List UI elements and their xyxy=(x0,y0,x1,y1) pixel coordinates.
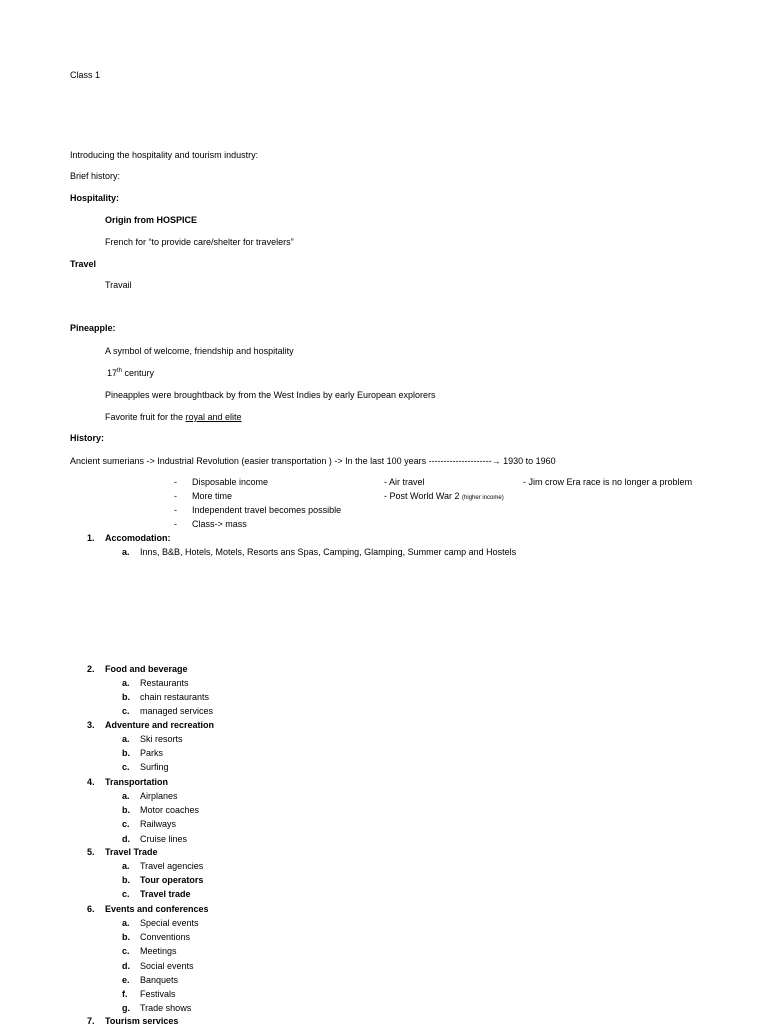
bullet-dash: - xyxy=(174,491,177,501)
sub-item: Travel agencies xyxy=(140,861,204,871)
col3-jim-crow: - Jim crow Era race is no longer a problem xyxy=(523,477,693,487)
sub-item-letter: a. xyxy=(122,791,130,801)
sub-item-letter: g. xyxy=(122,1003,130,1013)
section-number: 6. xyxy=(87,904,95,914)
sub-item: Motor coaches xyxy=(140,805,200,815)
history-heading: History: xyxy=(70,433,105,443)
french-line: French for “to provide care/shelter for travelers” xyxy=(105,237,294,247)
bullet-item: More time xyxy=(192,491,233,501)
bullet-dash: - xyxy=(174,477,177,487)
sub-item-letter: a. xyxy=(122,678,130,688)
sub-item-letter: e. xyxy=(122,975,130,985)
favorite-prefix: Favorite fruit for the xyxy=(105,412,186,422)
sub-item-letter: f. xyxy=(122,989,128,999)
travail-line: Travail xyxy=(105,280,132,290)
class-title: Class 1 xyxy=(70,70,101,80)
section-number: 7. xyxy=(87,1016,95,1026)
higher-income-note: (higher income) xyxy=(462,495,504,501)
sub-item: managed services xyxy=(140,706,214,716)
sub-item: Trade shows xyxy=(140,1003,192,1013)
section-title: Events and conferences xyxy=(105,904,209,914)
sub-item-letter: a. xyxy=(122,861,130,871)
col2-post-ww2 xyxy=(384,491,504,504)
century-number: 17 xyxy=(107,368,118,378)
sub-item-letter: c. xyxy=(122,946,130,956)
origin-line: Origin from HOSPICE xyxy=(105,215,198,225)
century-superscript: th xyxy=(117,368,123,374)
century-word: century xyxy=(122,368,155,378)
sub-item: Festivals xyxy=(140,989,176,999)
sub-item-letter: c. xyxy=(122,706,130,716)
sub-item: Travel trade xyxy=(140,889,191,899)
section-title: Travel Trade xyxy=(105,847,158,857)
sub-item: Restaurants xyxy=(140,678,189,688)
section-title: Transportation xyxy=(105,777,169,787)
section-number: 4. xyxy=(87,777,95,787)
section-number: 1. xyxy=(87,533,95,543)
sub-item: Ski resorts xyxy=(140,734,183,744)
timeline-line: Ancient sumerians -> Industrial Revolution (easier transportation ) -> In the last 100 years ---------------------→ 1930 to 1960 xyxy=(70,456,556,466)
sub-item: Surfing xyxy=(140,762,169,772)
sub-item-letter: a. xyxy=(122,918,130,928)
section-number: 5. xyxy=(87,847,95,857)
travel-heading: Travel xyxy=(70,259,97,269)
bullet-dash: - xyxy=(174,505,177,515)
section-title: Tourism services xyxy=(105,1016,179,1026)
section-title: Adventure and recreation xyxy=(105,720,215,730)
post-ww2-text: - Post World War 2 xyxy=(384,491,463,501)
century-line xyxy=(107,368,154,379)
sub-item: Tour operators xyxy=(140,875,204,885)
pineapple-brought-line: Pineapples were broughtback by from the West Indies by early European explorers xyxy=(105,390,436,400)
bullet-item: Disposable income xyxy=(192,477,269,487)
sub-item-letter: c. xyxy=(122,762,130,772)
sub-item-letter: b. xyxy=(122,692,130,702)
sub-item-letter: d. xyxy=(122,961,130,971)
sub-item: Inns, B&B, Hotels, Motels, Resorts ans Spas, Camping, Glamping, Summer camp and Hostels xyxy=(140,547,517,557)
bullet-item: Independent travel becomes possible xyxy=(192,505,342,515)
section-number: 3. xyxy=(87,720,95,730)
pineapple-heading: Pineapple: xyxy=(70,323,116,333)
sub-item-letter: a. xyxy=(122,734,130,744)
section-number: 2. xyxy=(87,664,95,674)
sub-item-letter: b. xyxy=(122,748,130,758)
sub-item: Meetings xyxy=(140,946,177,956)
pineapple-symbol-line: A symbol of welcome, friendship and hospitality xyxy=(105,346,294,356)
section-title: Accomodation: xyxy=(105,533,171,543)
hospitality-heading: Hospitality: xyxy=(70,193,120,203)
royal-elite-underlined: royal and elite xyxy=(185,412,242,422)
sub-item: chain restaurants xyxy=(140,692,210,702)
sub-item-letter: b. xyxy=(122,932,130,942)
sub-item: Social events xyxy=(140,961,194,971)
favorite-fruit-line xyxy=(105,412,242,423)
sub-item-letter: d. xyxy=(122,834,130,844)
section-title: Food and beverage xyxy=(105,664,188,674)
bullet-item: Class-> mass xyxy=(192,519,247,529)
sub-item-letter: c. xyxy=(122,889,130,899)
brief-history-line: Brief history: xyxy=(70,171,121,181)
sub-item-letter: c. xyxy=(122,819,130,829)
sub-item: Banquets xyxy=(140,975,179,985)
sub-item: Special events xyxy=(140,918,199,928)
sub-item: Conventions xyxy=(140,932,191,942)
sub-item: Parks xyxy=(140,748,164,758)
col2-air-travel: - Air travel xyxy=(384,477,425,487)
sub-item-letter: a. xyxy=(122,547,130,557)
sub-item: Cruise lines xyxy=(140,834,188,844)
bullet-dash: - xyxy=(174,519,177,529)
sub-item-letter: b. xyxy=(122,805,130,815)
sub-item-letter: b. xyxy=(122,875,130,885)
sub-item: Railways xyxy=(140,819,177,829)
intro-line: Introducing the hospitality and tourism industry: xyxy=(70,150,259,160)
sub-item: Airplanes xyxy=(140,791,178,801)
